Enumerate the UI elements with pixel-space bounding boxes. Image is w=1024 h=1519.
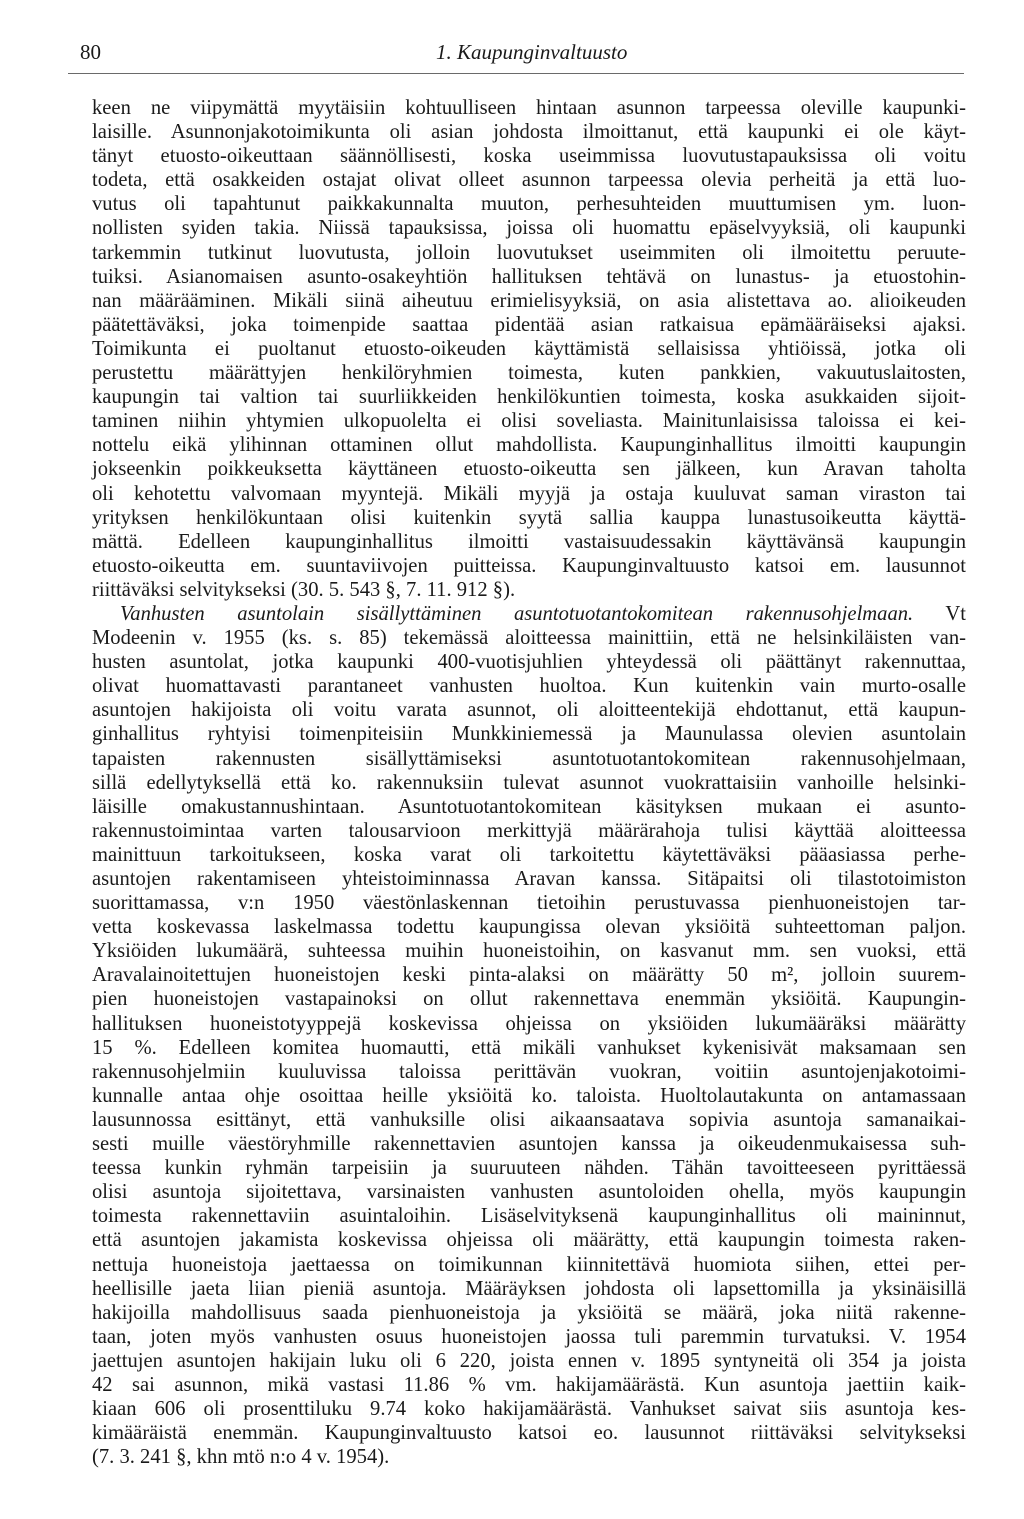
text-line: tarkemmin tutkinut luovutusta, jolloin luovutukset useimmiten oli ilmoitettu peruute- xyxy=(92,241,966,264)
text-line: Modeenin v. 1955 (ks. s. 85) tekemässä aloitteessa mainittiin, että ne helsinkiläisten van- xyxy=(92,627,966,650)
text-line: päätettäväksi, joka toimenpide saattaa pidentää asian ratkaisua epämääräiseksi ajaksi. xyxy=(92,313,966,336)
text-line: mainittuun tarkoitukseen, koska varat oli tarkoitettu käytettäväksi pääasiassa perhe- xyxy=(92,843,966,866)
text-line: rakennusohjelmiin kuuluvissa taloissa perittävän vuokran, voitiin asuntojenjakotoimi- xyxy=(92,1060,966,1083)
text-line: nan määrääminen. Mikäli siinä aiheutuu erimielisyyksiä, on asia alistettava ao. alioikeuden xyxy=(92,289,966,312)
text-line: oli kehotettu valvomaan myyntejä. Mikäli myyjä ja ostaja kuuluvat saman viraston tai xyxy=(92,482,966,505)
text-line: etuosto-oikeutta em. suuntaviivojen puitteissa. Kaupunginvaltuusto katsoi em. lausunnot xyxy=(92,554,966,577)
text-line: rakennustoimintaa varten talousarvioon merkittyjä määrärahoja tulisi käyttää aloitteessa xyxy=(92,819,966,842)
text-line: nettuja huoneistoja jaettaessa on toimikunnan kiinnitettävä huomiota siihen, ettei per- xyxy=(92,1253,966,1276)
text-line: teessa kunkin ryhmän tarpeisiin ja suuruuteen nähden. Tähän tavoitteeseen pyrittäessä xyxy=(92,1157,966,1180)
text-line: hallituksen huoneistotyyppejä koskevissa ohjeissa on yksiöiden lukumääräksi määrätty xyxy=(92,1012,966,1035)
text-line: yrityksen henkilökuntaan olisi kuitenkin syytä sallia kauppa lunastusoikeutta käyttä- xyxy=(92,506,966,529)
text-line: olivat huomattavasti parantaneet vanhusten huoltoa. Kun kuitenkin vain murto-osalle xyxy=(92,675,966,698)
paragraph-2 xyxy=(92,626,966,1469)
text-line: taminen niihin yhtymien ulkopuolelta ei olisi soveliasta. Mainitunlaisissa taloissa ei kei- xyxy=(92,410,966,433)
text-line: riittäväksi selvitykseksi (30. 5. 543 §, 7. 11. 912 §). xyxy=(92,578,516,601)
text-line: Toimikunta ei puoltanut etuosto-oikeuden käyttämistä sellaisissa yhtiöissä, jotka oli xyxy=(92,337,966,360)
page-number: 80 xyxy=(80,40,101,64)
text-line: lausunnossa esittänyt, että vanhuksille olisi aikaansaatava sopivia asuntoja samanaikai- xyxy=(92,1108,966,1131)
paragraph-1 xyxy=(92,96,966,602)
text-line: toimesta rakennettaviin asuintaloihin. Lisäselvityksenä kaupunginhallitus oli maininnut, xyxy=(92,1205,966,1228)
text-line: suorittamassa, v:n 1950 väestönlaskennan tietoihin perustuvassa pienhuoneistojen tar- xyxy=(92,892,966,915)
text-line: ginhallitus ryhtyisi toimenpiteisiin Munkkiniemessä ja Maunulassa olevien asuntolain xyxy=(92,723,966,746)
text-line: asuntojen hakijoista oli voitu varata asunnot, oli aloitteentekijä ehdottanut, että kaupun- xyxy=(92,699,966,722)
text-line: tänyt etuosto-oikeuttaan säännöllisesti, koska useimmissa luovutustapauksissa oli voitu xyxy=(92,145,966,168)
text-line: olisi asuntoja sijoitettava, varsinaisten vanhusten asuntoloiden ohella, myös kaupungin xyxy=(92,1181,966,1204)
text-line: asuntojen rakentamiseen yhteistoiminnassa Aravan kanssa. Sitäpaitsi oli tilastotoimiston xyxy=(92,868,966,890)
text-line: sesti muille väestöryhmille rakennettavien asuntojen kanssa ja oikeudenmukaisessa suh- xyxy=(92,1133,966,1156)
text-line: laisille. Asunnonjakotoimikunta oli asian johdosta ilmoittanut, että kaupunki ei ole käyt- xyxy=(92,121,966,144)
text-line: taan, joten myös vanhusten osuus huoneistojen jaossa tuli paremmin turvatuksi. V. 1954 xyxy=(92,1325,966,1348)
text-line: kimääräistä enemmän. Kaupunginvaltuusto katsoi eo. lausunnot riittäväksi selvitykseksi xyxy=(92,1422,966,1445)
text-line: jokseenkin poikkeuksetta käyttäneen etuosto-oikeutta sen jälkeen, kun Aravan taholta xyxy=(92,458,966,481)
section-title-line xyxy=(92,602,966,626)
text-line: että asuntojen jakamista koskevissa ohjeissa oli määrätty, että kaupungin toimesta raken- xyxy=(92,1229,966,1252)
text-line: jaettujen asuntojen hakijain luku oli 6 220, joista ennen v. 1895 syntyneitä oli 354 ja joista xyxy=(92,1349,966,1372)
text-line: hakijoilla mahdollisuus saada pienhuoneistoja ja yksiöitä se määrä, joka niitä rakenne- xyxy=(92,1301,966,1324)
text-line: heellisille jaeta liian pieniä asuntoja. Määräyksen johdosta oli lapsettomilla ja yksinäisillä xyxy=(92,1277,966,1300)
text-line: Yksiöiden lukumäärä, suhteessa muihin huoneistoihin, on kasvanut mm. sen vuoksi, että xyxy=(92,940,966,963)
text-line: perustettu määrättyjen henkilöryhmien toimesta, kuten pankkien, vakuutuslaitosten, xyxy=(92,362,966,385)
text-line: tuiksi. Asianomaisen asunto-osakeyhtiön hallituksen tehtävä on lunastus- ja etuostohin- xyxy=(92,265,966,288)
text-line: (7. 3. 241 §, khn mtö n:o 4 v. 1954). xyxy=(92,1446,390,1469)
text-line: husten asuntolat, jotka kaupunki 400-vuotisjuhlien yhteydessä oli päättänyt rakennuttaa, xyxy=(92,651,966,674)
body-text xyxy=(92,96,966,1469)
text-line: kunnalle antaa ohje osoittaa heille yksiöitä ko. taloista. Huoltolautakunta on antamassaan xyxy=(92,1084,966,1107)
text-line: todeta, että osakkeiden ostajat olivat olleet asunnon tarpeessa olevia perheitä ja että luo- xyxy=(92,169,966,192)
text-line: kiaan 606 oli prosenttiluku 9.74 koko hakijamäärästä. Vanhukset saivat siis asuntoja kes- xyxy=(92,1398,966,1421)
text-line: tapaisten rakennusten sisällyttämiseksi asuntotuotantokomitean rakennusohjelmaan, xyxy=(92,747,966,770)
text-line: pien huoneistojen vastapainoksi on ollut rakennettava enemmän yksiöitä. Kaupungin- xyxy=(92,988,966,1011)
text-line: sillä edellytyksellä että ko. rakennuksiin tulevat asunnot vuokrattaisiin vanhoille helsinki- xyxy=(92,771,966,794)
text-line: nollisten syiden takia. Niissä tapauksissa, joissa oli huomattu epäselvyyksiä, oli kaupunki xyxy=(92,217,966,240)
text-line: 15 %. Edelleen komitea huomautti, että mikäli vanhukset kykenisivät maksamaan sen xyxy=(92,1036,966,1059)
text-line: vutus oli tapahtunut paikkakunnalta muuton, perhesuhteiden muuttumisen ym. luon- xyxy=(92,193,966,216)
text-line: keen ne viipymättä myytäisiin kohtuulliseen hintaan asunnon tarpeessa oleville kaupunki- xyxy=(92,97,966,119)
text-line: Aravalainoitettujen huoneistojen keski pinta-alaksi on määrätty 50 m², jolloin suurem- xyxy=(92,964,966,987)
header-rule xyxy=(68,73,964,74)
running-title: 1. Kaupunginvaltuusto xyxy=(436,40,628,64)
text-line: vetta koskevassa laskelmassa todettu kaupungissa olevan yksiöitä suhteettoman paljon. xyxy=(92,916,966,939)
text-line: 42 sai asunnon, mikä vastasi 11.86 % vm. hakijamäärästä. Kun asuntoja jaettiin kaik- xyxy=(92,1373,966,1396)
text-line: mättä. Edelleen kaupunginhallitus ilmoitti vastaisuudessakin käyttävänsä kaupungin xyxy=(92,530,966,553)
section-title-tail: Vt xyxy=(913,602,967,625)
text-line: läisille omakustannushintaan. Asuntotuotantokomitean käsityksen mukaan ei asunto- xyxy=(92,795,966,818)
section-title: Vanhusten asuntolain sisällyttäminen asuntotuotantokomitean rakennusohjelmaan. xyxy=(120,602,914,625)
text-line: nottelu eikä ylihinnan ottaminen ollut mahdollista. Kaupunginhallitus ilmoitti kaupungin xyxy=(92,434,966,457)
page-header xyxy=(68,40,964,74)
text-line: kaupungin tai valtion tai suurliikkeiden henkilökuntien toimesta, koska asukkaiden sijoit- xyxy=(92,386,966,409)
